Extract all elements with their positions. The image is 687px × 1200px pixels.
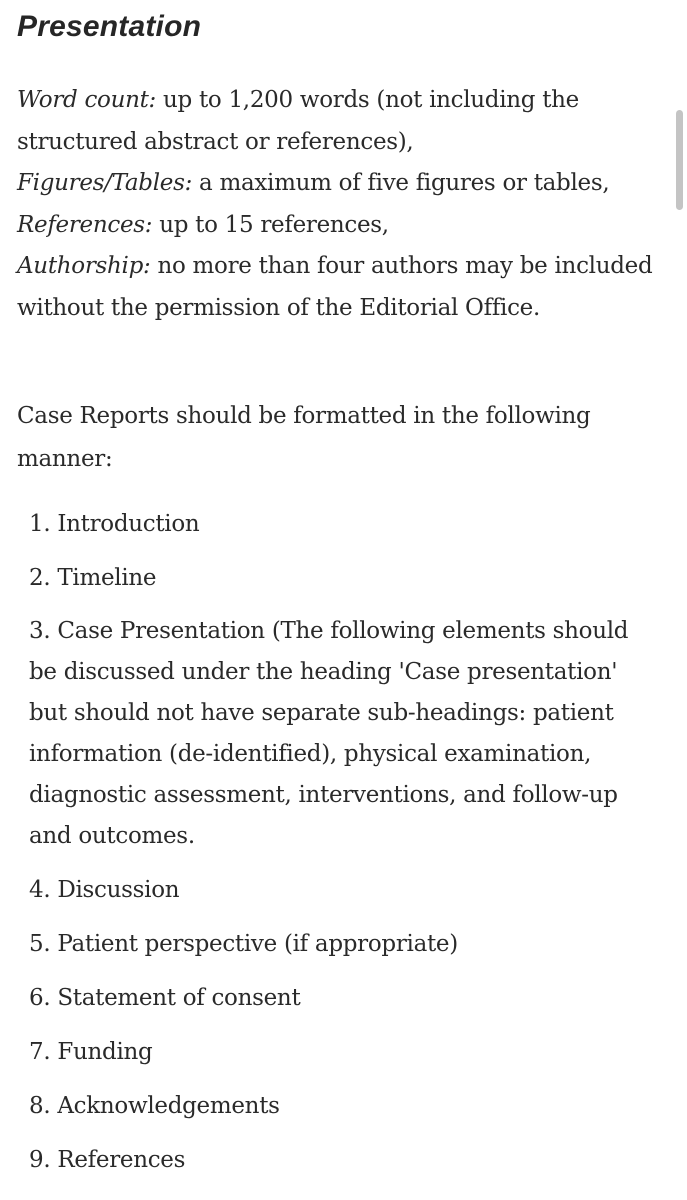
scrollbar-thumb[interactable] xyxy=(676,110,683,210)
word-count-text: up to 1,200 words (not including the structured abstract or references), xyxy=(17,87,579,155)
list-item: 1. Introduction xyxy=(29,511,200,537)
references-text: up to 15 references, xyxy=(152,211,389,238)
submission-limits xyxy=(17,80,657,329)
list-item: 2. Timeline xyxy=(29,565,157,591)
authorship-text: no more than four authors may be included without the permission of the Editorial Office. xyxy=(17,253,653,321)
section-heading: Presentation xyxy=(17,10,202,43)
list-item: 3. Case Presentation (The following elements should be discussed under the heading 'Case presentation' but should not have separate sub-headings: patient information (de-identified), physical examination, diagnostic assessment, interventions, and follow-up and outcomes. xyxy=(29,618,629,849)
list-item: 9. References xyxy=(29,1147,186,1173)
list-item: 5. Patient perspective (if appropriate) xyxy=(29,931,458,957)
format-list xyxy=(29,503,659,1193)
figures-tables-label: Figures/Tables: xyxy=(17,170,193,196)
word-count-label: Word count: xyxy=(17,87,157,113)
list-item: 7. Funding xyxy=(29,1039,153,1065)
references-label: References: xyxy=(17,211,153,238)
format-intro: Case Reports should be formatted in the following manner: xyxy=(17,403,591,472)
list-item: 6. Statement of consent xyxy=(29,985,301,1011)
authorship-label: Authorship: xyxy=(17,253,151,279)
figures-tables-text: a maximum of five figures or tables, xyxy=(192,170,610,196)
list-item: 4. Discussion xyxy=(29,877,180,903)
list-item: 8. Acknowledgements xyxy=(29,1093,280,1119)
